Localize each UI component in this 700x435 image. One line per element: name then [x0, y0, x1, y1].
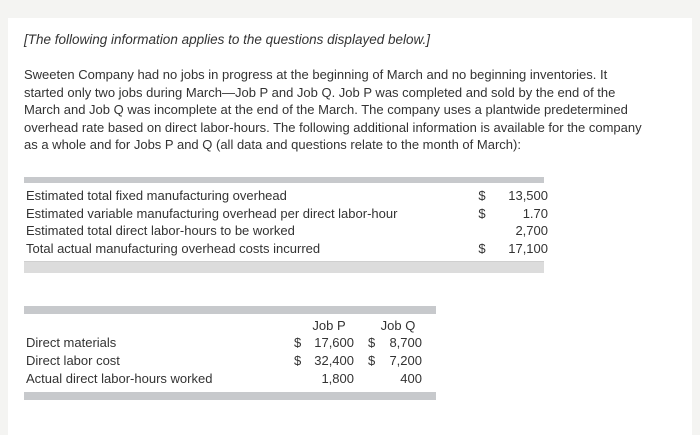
currency-symbol: $	[478, 205, 486, 221]
currency-symbol: $	[294, 335, 302, 350]
currency-symbol: $	[294, 353, 302, 368]
currency-symbol: $	[478, 240, 486, 256]
row-label: Direct labor cost	[26, 353, 120, 368]
column-header-job-q: Job Q	[380, 318, 416, 333]
intro-line: overhead rate based on direct labor-hours. The following additional information is available for the company	[24, 119, 642, 135]
currency-symbol: $	[478, 188, 486, 203]
row-value: 17,100	[508, 240, 548, 256]
intro-line: started only two jobs during March—Job P and Job Q. Job P was completed and sold by the end of the	[24, 84, 616, 100]
table-bottom-border	[24, 392, 436, 400]
intro-line: March and Job Q was incomplete at the end of the March. The company uses a plantwide predetermined	[24, 102, 628, 117]
row-label: Estimated variable manufacturing overhead per direct labor-hour	[26, 205, 398, 221]
job-q-value: 7,200	[389, 353, 422, 368]
jobs-data-table	[24, 306, 436, 400]
row-label: Direct materials	[26, 335, 117, 350]
table-top-border	[24, 306, 436, 314]
job-p-value: 32,400	[314, 353, 354, 368]
row-value: 1.70	[522, 205, 548, 221]
row-label: Estimated total direct labor-hours to be worked	[26, 223, 295, 238]
intro-line: as a whole and for Jobs P and Q (all data and questions relate to the month of March):	[24, 137, 521, 152]
column-header-job-p: Job P	[312, 318, 346, 333]
intro-line: Sweeten Company had no jobs in progress at the beginning of March and no beginning inventories. It	[24, 67, 608, 82]
job-q-value: 8,700	[389, 335, 422, 350]
row-value: 2,700	[515, 223, 548, 238]
job-q-value: 400	[400, 371, 422, 386]
intro-paragraph	[24, 66, 692, 154]
table-row	[24, 240, 548, 258]
table-row	[24, 222, 548, 240]
company-data-table	[24, 177, 548, 273]
job-p-value: 17,600	[314, 335, 354, 350]
row-label: Actual direct labor-hours worked	[26, 371, 213, 386]
table-row	[24, 187, 548, 205]
intro-title: [The following information applies to the questions displayed below.]	[24, 32, 430, 47]
table-bottom-border	[24, 261, 544, 273]
currency-symbol: $	[368, 335, 376, 350]
row-label: Total actual manufacturing overhead costs incurred	[26, 240, 321, 256]
row-value: 13,500	[508, 188, 548, 203]
job-p-value: 1,800	[321, 371, 354, 386]
currency-symbol: $	[368, 353, 376, 368]
table-row	[24, 205, 548, 223]
row-label: Estimated total fixed manufacturing overhead	[26, 188, 287, 203]
